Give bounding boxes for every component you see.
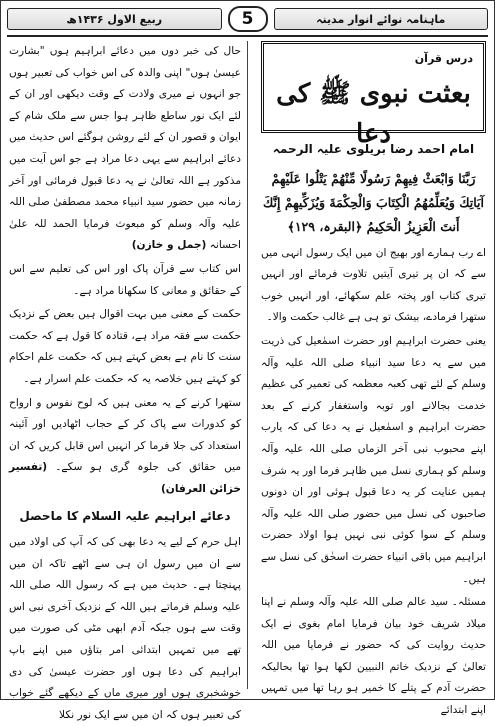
- paragraph: حال کی خبر دوں میں دعائے ابراہیم ہوں "بشارت عیسیٰ ہوں" اپنی والدہ کی اس خواب کی تعبیر ہوں جو انہوں نے میری ولادت کے وقت دیکھی اور ان کے لئے ایک نور ساطع ظاہر ہوا جس سے ملک شام کے ایوان و قصور ان کے لئے روشن ہوگئے اس حدیث میں دعائے ابراہیم سے یہی دعا مراد ہے جو اس آیت میں مذکور ہے اللہ تعالیٰ نے یہ دعا قبول فرمائی اور آخر زمانہ میں حضور سید انبیاء محمد مصطفیٰ صلی اللہ علیہ وآلہ وسلم کو مبعوث فرمایا الحمد للہ علیٰ احسانہ (جمل و خازن): [9, 45, 241, 252]
- paragraph: مسئلہ۔ سید عالم صلی اللہ علیہ وآلہ وسلم نے اپنا میلاد شریف خود بیان فرمایا امام بغوی نے ایک حدیث روایت کی کہ حضور نے فرمایا میں اللہ تعالیٰ کے نزدیک خاتم النبیین لکھا ہوا تھا بحالیکہ حضرت آدم کے پتلے کا خمیر ہو رہا تھا میں تمہیں اپنے ابتدائے: [261, 596, 486, 717]
- paragraph: حکمت کے معنی میں بہت اقوال ہیں بعض کے نزدیک حکمت سے فقہ مراد ہے، قتادہ کا قول ہے کہ حکمت سنت کا نام ہے بعض کہتے ہیں کہ حکمت علم احکام کو کہتے ہیں خلاصہ یہ کہ حکمت علم اسرار ہے۔: [9, 308, 241, 385]
- magazine-title: ماہنامہ نوائے انوار مدینہ: [274, 8, 489, 30]
- paragraph: اہل حرم کے لیے یہ دعا بھی کی کہ آپ کی اولاد میں سے ان میں رسول ان ہی سے اٹھے تاکہ ان میں پہنچتا ہے۔ حدیث میں ہے کہ رسول اللہ صلی اللہ علیہ وسلم فرماتے ہیں اللہ کے نزدیک آخری نبی اس وقت سے ہوں جبکہ آدم ابھی مٹی کی صورت میں تھے میں تمہیں ابتدائی امر بتاؤں میں اپنے باپ ابراہیم کی دعا ہوں اور حضرت عیسیٰ کی دی خوشخبری ہوں اور میری ماں کے دیکھے گئے خواب کی تعبیر ہوں کہ ان میں سے ایک نور نکلا: [9, 536, 241, 721]
- paragraph: ستھرا کرنے کے یہ معنی ہیں کہ لوح نفوس و ارواح کو کدورات سے پاک کر کے حجاب اٹھادیں اور آئینہ استعداد کی جلا فرما کر انہیں اس قابل کریں کہ ان میں حقائق کی جلوہ گری ہو سکے۔ (تفسیر خزائن العرفان): [9, 396, 241, 495]
- quran-verse: رَبَّنَا وَابْعَثْ فِيهِمْ رَسُولًا مِّنْهُمْ يَتْلُوا عَلَيْهِمْ آيَاتِكَ وَيُعَلِّمُهُمُ الْكِتَابَ وَالْحِكْمَةَ وَيُزَكِّيهِمْ إِنَّكَ أَنتَ الْعَزِيزُ الْحَكِيمُ ﴿البقرہ، ۱۲۹﴾: [263, 170, 484, 234]
- paragraph: اے رب ہمارے اور بھیج ان میں ایک رسول انہی میں سے کہ ان پر تیری آیتیں تلاوت فرمائے اور انہیں تیری کتاب اور پختہ علم سکھائے، اور انہیں خوب ستھرا فرمادے، بیشک تو ہی ہے غالب حکمت والا۔: [261, 246, 486, 324]
- page-header: [7, 5, 488, 33]
- paragraph: یعنی حضرت ابراہیم اور حضرت اسمٰعیل کی ذریت میں سے یہ دعا سید انبیاء صلی اللہ علیہ وآلہ وسلم کے لئے تھی کعبہ معظمہ کی تعمیر کی عظیم خدمت بجالانے اور توبہ واستغفار کرنے کے بعد حضرت ابراہیم و اسمٰعیل نے یہ دعا کی کہ یارب اپنے محبوب نبی آخر الزماں صلی اللہ علیہ وآلہ وسلم کو ہماری نسل میں ظاہر فرما اور یہ شرف ہمیں عنایت کر یہ دعا قبول ہوئی اور ان دونوں صاحبوں کی نسل میں حضور صلی اللہ علیہ وآلہ وسلم کے سوا کوئی نبی نہیں ہوا اولاد حضرت ابراہیم میں باقی انبیاء حضرت اسحٰق کی نسل سے ہیں۔: [261, 334, 486, 585]
- paragraph: اس کتاب سے قرآن پاک اور اس کی تعلیم سے اس کے حقائق و معانی کا سکھانا مراد ہے۔: [9, 262, 241, 297]
- column-divider: [247, 41, 248, 689]
- article-kicker: درس قرآن: [414, 52, 473, 65]
- source-citation: (تفسیر خزائن العرفان): [9, 461, 241, 495]
- section-heading: دعائے ابراہیم علیہ السلام کا ماحصل: [19, 509, 231, 524]
- header-rule: [7, 35, 488, 37]
- article-title: بعثت نبوی ﷺ کی دعا: [276, 78, 471, 149]
- page-number: 5: [228, 6, 268, 32]
- left-column: [9, 41, 241, 721]
- right-column: [261, 41, 486, 717]
- source-citation: (جمل و خازن): [131, 239, 207, 252]
- issue-date: ربیع الاول ۱۴۳۶ھ: [7, 8, 222, 30]
- article-author: امام احمد رضا بریلوی علیہ الرحمہ: [272, 142, 475, 156]
